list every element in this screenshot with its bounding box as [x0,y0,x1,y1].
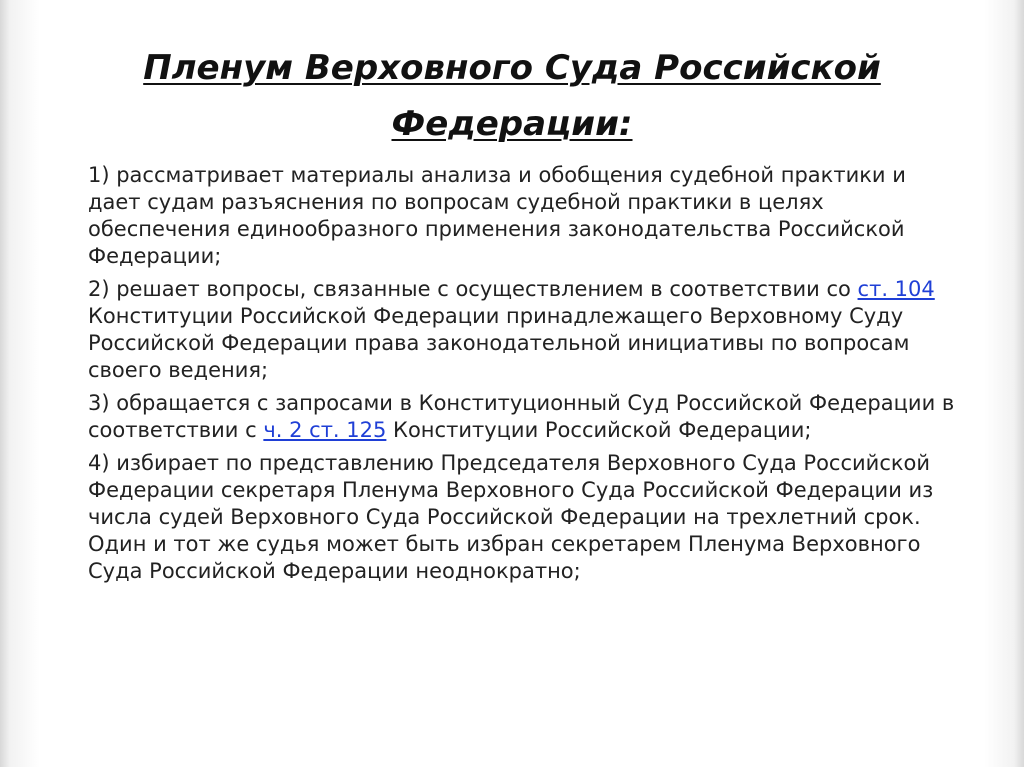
list-item-2-text-after: Конституции Российской Федерации принадлежащего Верховному Суду Российской Федерации права законодательной инициативы по вопросам своего ведения; [88,304,910,382]
list-item-3-text-after: Конституции Российской Федерации; [386,418,812,442]
list-item-2-text-before: 2) решает вопросы, связанные с осуществлением в соответствии со [88,277,858,301]
list-item-2 [88,276,958,384]
slide-title: Пленум Верховного Суда Российской Федерации: [143,48,881,144]
list-item-3 [88,390,958,444]
slide-body [88,162,958,591]
list-item-1: 1) рассматривает материалы анализа и обобщения судебной практики и дает судам разъяснения по вопросам судебной практики в целях обеспечения единообразного применения законодательства Российской Федерации; [88,163,906,268]
link-article-125[interactable]: ч. 2 ст. 125 [263,418,387,442]
link-article-104[interactable]: ст. 104 [857,277,935,301]
list-item-4: 4) избирает по представлению Председателя Верховного Суда Российской Федерации секретаря Пленума Верховного Суда Российской Федерации из числа судей Верховного Суда Российской Федерации на трехлетний срок. Один и тот же судья может быть избран секретарем Пленума Верховного Суда Российской Федерации неоднократно; [88,451,934,583]
list-item-3-text-before: 3) обращается с запросами в Конституционный Суд Российской Федерации в соответствии с [88,391,955,442]
